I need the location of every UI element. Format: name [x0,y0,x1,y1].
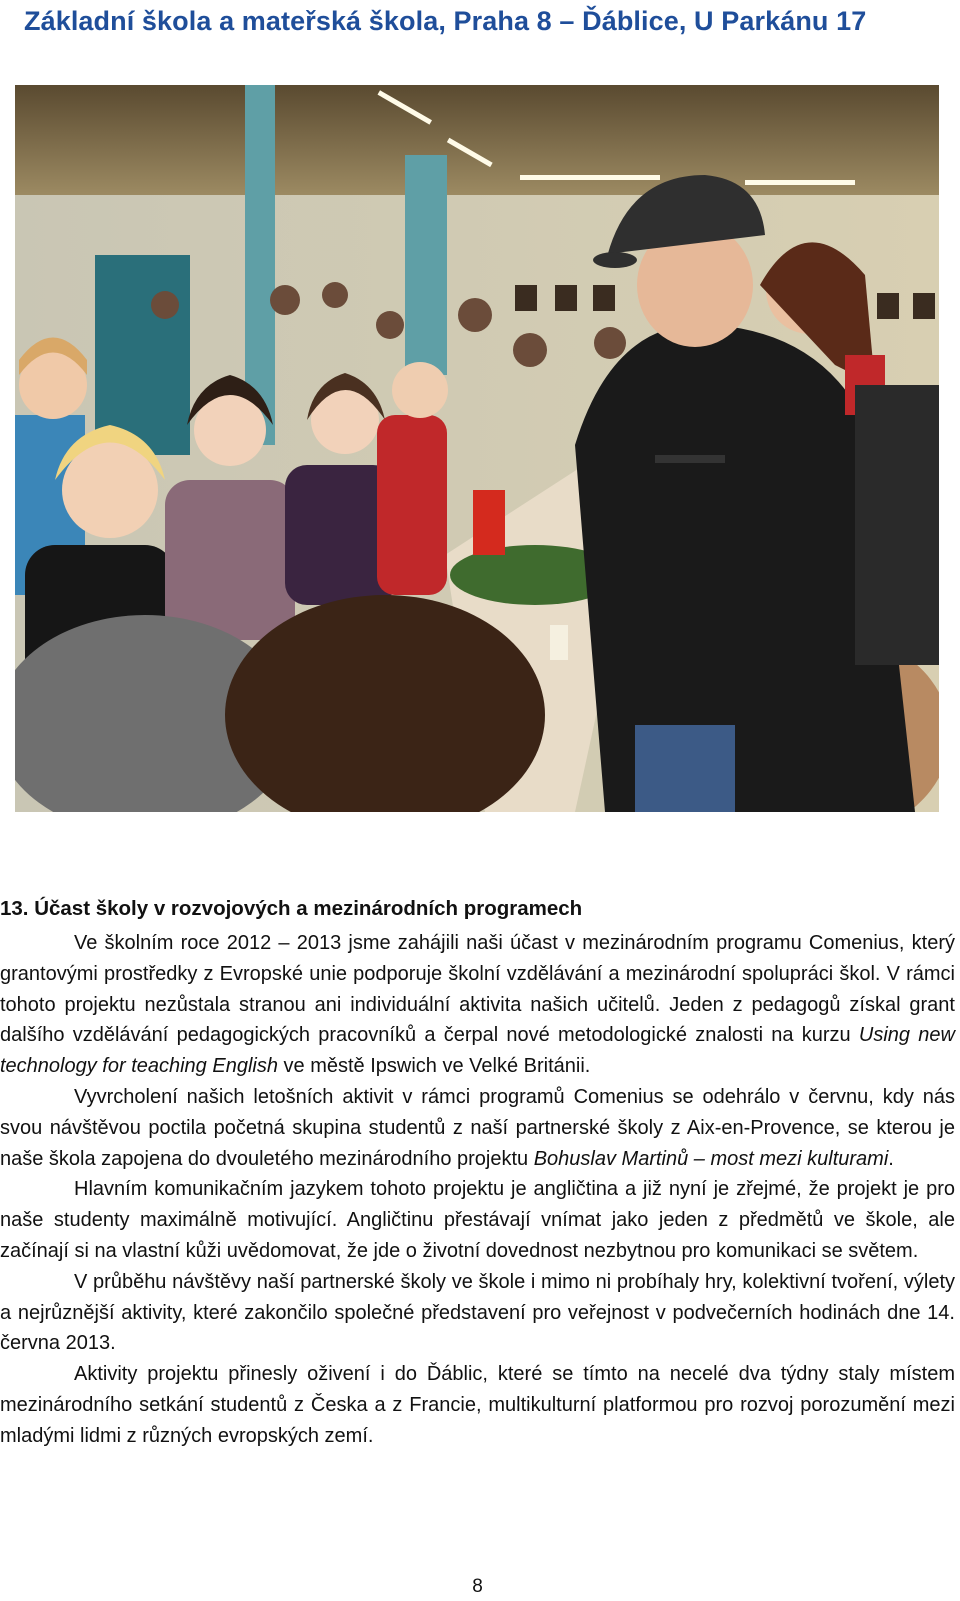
section-heading: 13. Účast školy v rozvojových a mezinárodních programech [0,897,583,920]
page-number: 8 [472,1576,483,1597]
section-body [0,928,955,1452]
paragraph-1: Ve školním roce 2012 – 2013 jsme zahájili naši účast v mezinárodním programu Comenius, který grantovými prostředky z Evropské unie podporuje školní vzdělávání a mezinárodní spolupráci škol. V rámci tohoto projektu nezůstala stranou ani individuální aktivita našich učitelů. Jeden z pedagogů získal grant dalšího vzdělávání pedagogických pracovníků a čerpal nové metodologické znalosti na kurzu Using new technology for teaching English ve městě Ipswich ve Velké Británii. [0,932,955,1078]
paragraph-5: Aktivity projektu přinesly oživení i do Ďáblic, které se tímto na necelé dva týdny staly místem mezinárodního setkání studentů z Česka a z Francie, multikulturní platformou pro rozvoj porozumění mezi mladými lidmi z různých evropských zemí. [0,1363,955,1447]
course-title: Using new technology for teaching English [0,1024,955,1078]
project-title: Bohuslav Martinů – most mezi kulturami [533,1147,889,1170]
paragraph-2: Vyvrcholení našich letošních aktivit v rámci programů Comenius se odehrálo v červnu, kdy nás svou návštěvou poctila početná skupina studentů z naší partnerské školy z Aix-en-Provence, se kterou je naše škola zapojena do dvouletého mezinárodního projektu Bohuslav Martinů – most mezi kulturami. [0,1085,955,1170]
paragraph-3: Hlavním komunikačním jazykem tohoto projektu je angličtina a již nyní je zřejmé, že projekt je pro naše studenty maximálně motivující. Angličtinu přestávají vnímat jako jeden z předmětů ve škole, ale začínají si na vlastní kůži uvědomovat, že jde o životní dovednost nezbytnou pro komunikaci se světem. [0,1178,955,1262]
page-header-title: Základní škola a mateřská škola, Praha 8 – Ďáblice, U Parkánu 17 [24,6,867,36]
event-photo [15,85,939,812]
photo-illustration [15,85,939,812]
paragraph-4: V průběhu návštěvy naší partnerské školy ve škole i mimo ni probíhaly hry, kolektivní tvoření, výlety a nejrůznější aktivity, které zakončilo společné představení pro veřejnost v podvečerních hodinách dne 14. června 2013. [0,1270,955,1355]
